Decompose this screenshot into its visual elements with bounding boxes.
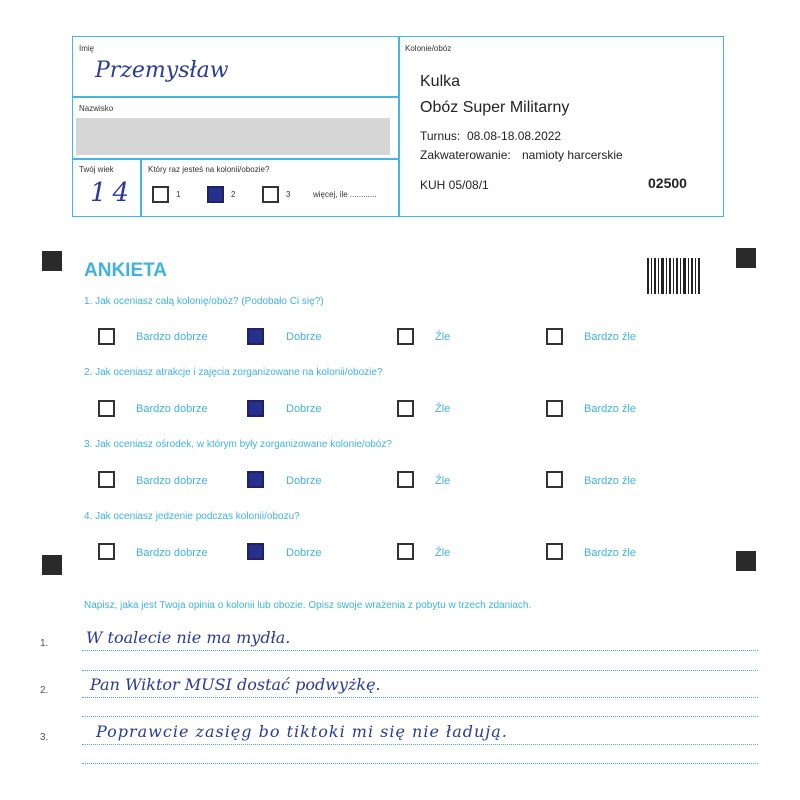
question-1-text: 1. Jak oceniasz całą kolonię/obóz? (Podobało Ci się?) <box>84 296 324 307</box>
registration-mark-mid-right <box>736 551 756 571</box>
q4-dobrze-checkbox[interactable] <box>247 543 264 560</box>
q2-zle-checkbox[interactable] <box>397 400 414 417</box>
camp-label: Kolonie/obóz <box>405 44 452 53</box>
q4-bardzo-zle-label: Bardzo źle <box>584 547 636 559</box>
opinion-line-2-text[interactable]: Pan Wiktor MUSI dostać podwyżkę. <box>90 675 381 694</box>
q3-zle-checkbox[interactable] <box>397 471 414 488</box>
turnus-label: Turnus: <box>420 129 461 143</box>
opinion-line-3-number: 3. <box>40 732 49 743</box>
q1-dobrze-checkbox[interactable] <box>247 328 264 345</box>
divider-vertical <box>398 36 400 217</box>
opinion-line-2-number: 2. <box>40 685 49 696</box>
opinion-spacer-rule-1 <box>82 670 758 671</box>
q1-dobrze-label: Dobrze <box>286 331 322 343</box>
q4-zle-checkbox[interactable] <box>397 543 414 560</box>
times-option-2-label: 2 <box>231 190 236 199</box>
opinion-prompt: Napisz, jaka jest Twoja opinia o kolonii lub obozie. Opisz swoje wrażenia z pobytu w trzech zdaniach. <box>84 600 532 611</box>
registration-mark-mid-left <box>42 555 62 575</box>
opinion-line-1-text[interactable]: W toalecie nie ma mydła. <box>86 628 291 647</box>
q2-bardzo-dobrze-checkbox[interactable] <box>98 400 115 417</box>
question-3-text: 3. Jak oceniasz ośrodek, w którym były zorganizowane kolonie/obóz? <box>84 439 392 450</box>
q1-bardzo-dobrze-checkbox[interactable] <box>98 328 115 345</box>
q3-dobrze-checkbox[interactable] <box>247 471 264 488</box>
q1-bardzo-dobrze-label: Bardzo dobrze <box>136 331 208 343</box>
opinion-spacer-rule-2 <box>82 716 758 717</box>
question-2-text: 2. Jak oceniasz atrakcje i zajęcia zorganizowane na kolonii/obozie? <box>84 367 383 378</box>
q2-bardzo-dobrze-label: Bardzo dobrze <box>136 403 208 415</box>
question-4-text: 4. Jak oceniasz jedzenie podczas kolonii/obozu? <box>84 511 300 522</box>
q4-dobrze-label: Dobrze <box>286 547 322 559</box>
accommodation-value: namioty harcerskie <box>522 148 623 162</box>
q4-bardzo-zle-checkbox[interactable] <box>546 543 563 560</box>
opinion-spacer-rule-3 <box>82 763 758 764</box>
q2-dobrze-checkbox[interactable] <box>247 400 264 417</box>
times-option-3-label: 3 <box>286 190 291 199</box>
name-label: Imię <box>79 44 95 53</box>
times-option-1-checkbox[interactable] <box>152 186 169 203</box>
opinion-line-1-number: 1. <box>40 638 49 649</box>
turnus-value: 08.08-18.08.2022 <box>467 129 562 143</box>
divider-name <box>72 96 399 98</box>
times-option-1-label: 1 <box>176 190 181 199</box>
q1-zle-checkbox[interactable] <box>397 328 414 345</box>
q2-dobrze-label: Dobrze <box>286 403 322 415</box>
q4-bardzo-dobrze-checkbox[interactable] <box>98 543 115 560</box>
opinion-line-1-rule <box>82 650 758 651</box>
registration-mark-top-left <box>42 251 62 271</box>
q3-bardzo-zle-checkbox[interactable] <box>546 471 563 488</box>
q3-dobrze-label: Dobrze <box>286 475 322 487</box>
q2-zle-label: Źle <box>435 403 451 415</box>
age-value: 14 <box>90 178 136 208</box>
q3-bardzo-dobrze-checkbox[interactable] <box>98 471 115 488</box>
opinion-line-2-rule <box>82 697 758 698</box>
times-more-label: więcej, ile ............ <box>313 190 377 199</box>
q1-bardzo-zle-label: Bardzo źle <box>584 331 636 343</box>
q4-bardzo-dobrze-label: Bardzo dobrze <box>136 547 208 559</box>
survey-title: ANKIETA <box>84 260 168 281</box>
times-option-2-checkbox[interactable] <box>207 186 224 203</box>
opinion-line-3-text[interactable]: Poprawcie zasięg bo tiktoki mi się nie ładują. <box>96 722 508 741</box>
q4-zle-label: Źle <box>435 547 451 559</box>
camp-line1: Kulka <box>420 73 461 90</box>
q1-bardzo-zle-checkbox[interactable] <box>546 328 563 345</box>
age-label: Twój wiek <box>79 165 114 174</box>
surname-redacted <box>76 118 390 155</box>
q3-zle-label: Źle <box>435 475 451 487</box>
q1-zle-label: Źle <box>435 331 451 343</box>
name-value: Przemysław <box>95 58 229 83</box>
q3-bardzo-dobrze-label: Bardzo dobrze <box>136 475 208 487</box>
q2-bardzo-zle-label: Bardzo źle <box>584 403 636 415</box>
barcode-icon <box>647 258 701 294</box>
form-number: 02500 <box>648 175 687 191</box>
divider-surname <box>72 158 399 160</box>
surname-label: Nazwisko <box>79 104 114 113</box>
registration-mark-top-right <box>736 248 756 268</box>
camp-line2: Obóz Super Militarny <box>420 99 570 116</box>
q2-bardzo-zle-checkbox[interactable] <box>546 400 563 417</box>
times-label: Który raz jesteś na kolonii/obozie? <box>148 165 270 174</box>
divider-age <box>140 158 142 216</box>
accommodation-label: Zakwaterowanie: <box>420 148 511 162</box>
times-option-3-checkbox[interactable] <box>262 186 279 203</box>
q3-bardzo-zle-label: Bardzo źle <box>584 475 636 487</box>
opinion-line-3-rule <box>82 744 758 745</box>
camp-code: KUH 05/08/1 <box>420 178 489 192</box>
